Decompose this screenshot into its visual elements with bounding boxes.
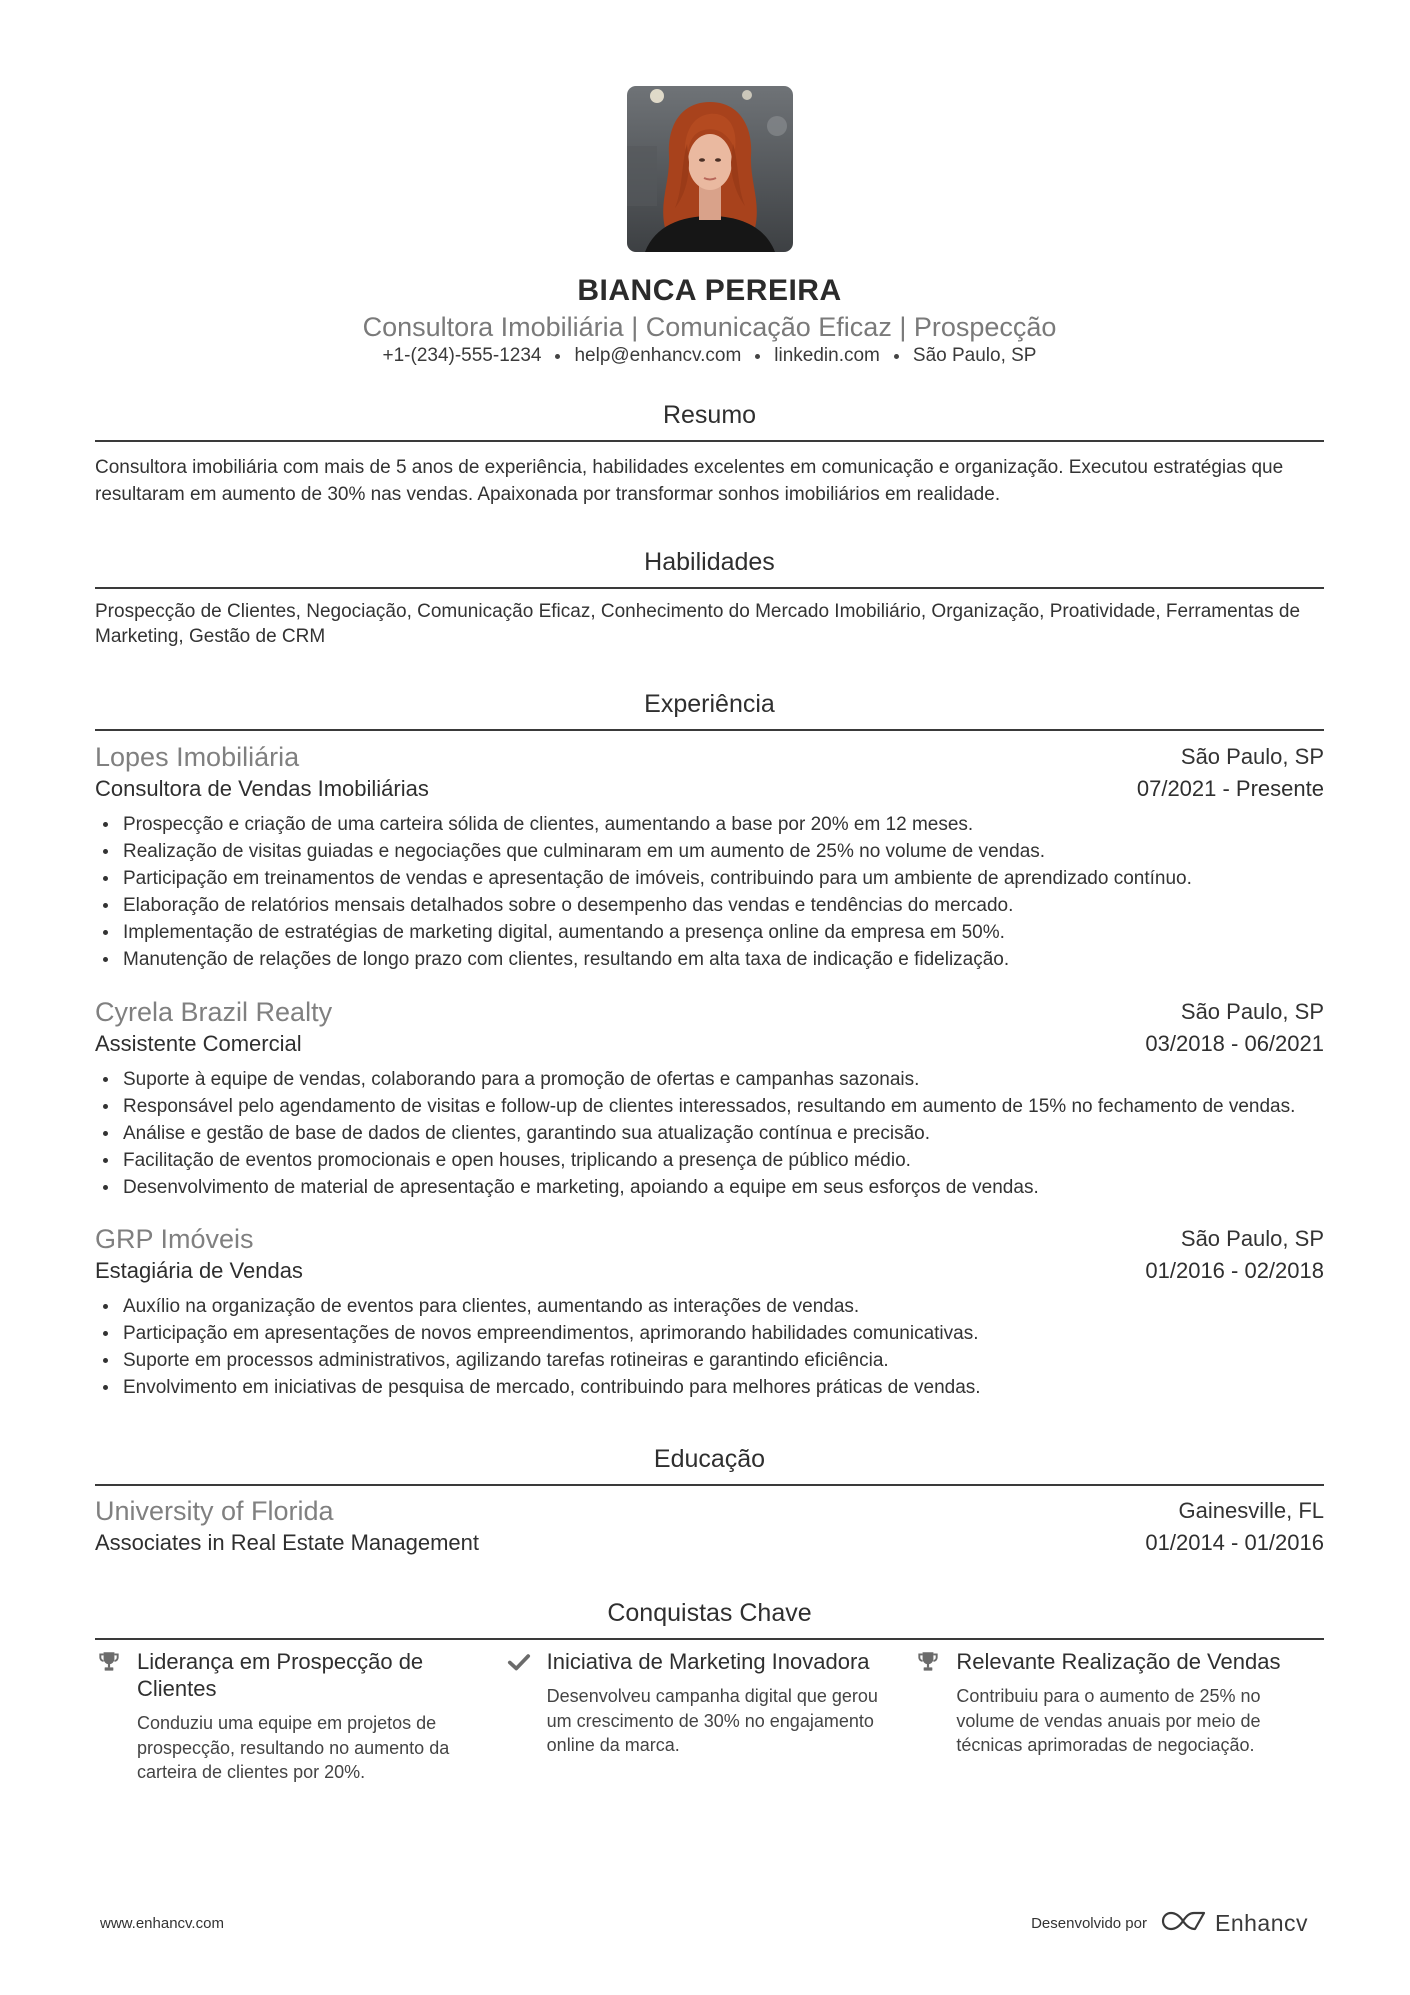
job-entry <box>95 995 1324 1201</box>
job-bullet: Suporte à equipe de vendas, colaborando para a promoção de ofertas e campanhas sazonais. <box>123 1066 1324 1093</box>
job-bullet: Manutenção de relações de longo prazo com clientes, resultando em alta taxa de indicação e fidelização. <box>123 946 1324 973</box>
job-bullet: Realização de visitas guiadas e negociações que culminaram em um aumento de 25% no volume de vendas. <box>123 838 1324 865</box>
job-bullet: Elaboração de relatórios mensais detalhados sobre o desempenho das vendas e tendências do mercado. <box>123 892 1324 919</box>
job-bullet: Participação em treinamentos de vendas e apresentação de imóveis, contribuindo para um ambiente de aprendizado contínuo. <box>123 865 1324 892</box>
job-bullets <box>95 1066 1324 1201</box>
education-degree: Associates in Real Estate Management <box>95 1530 479 1555</box>
achievement-text <box>547 1648 892 1785</box>
achievement-text <box>137 1648 482 1785</box>
job-bullet: Suporte em processos administrativos, agilizando tarefas rotineiras e garantindo eficiência. <box>123 1347 1324 1374</box>
job-location: São Paulo, SP <box>1180 999 1324 1024</box>
job-bullet: Auxílio na organização de eventos para clientes, aumentando as interações de vendas. <box>123 1293 1324 1320</box>
job-role: Estagiária de Vendas <box>95 1258 303 1283</box>
job-entry <box>95 740 1324 973</box>
brand-name[interactable]: Enhancv <box>1214 1909 1308 1936</box>
education-school: University of Florida <box>95 1495 334 1526</box>
section-title-summary: Resumo <box>95 399 1324 442</box>
job-bullets <box>95 1293 1324 1401</box>
profile-photo <box>627 86 793 252</box>
education-subheader <box>95 1528 1324 1558</box>
job-bullet: Facilitação de eventos promocionais e open houses, triplicando a presença de público médio. <box>123 1147 1324 1174</box>
powered-by-label: Desenvolvido por <box>1031 1914 1147 1932</box>
job-bullet: Envolvimento em iniciativas de pesquisa de mercado, contribuindo para melhores práticas de vendas. <box>123 1374 1324 1401</box>
achievement-description: Contribuiu para o aumento de 25% no volume de vendas anuais por meio de técnicas aprimoradas de negociação. <box>956 1686 1261 1755</box>
job-company: Cyrela Brazil Realty <box>95 996 333 1027</box>
job-bullets <box>95 811 1324 973</box>
job-company: Lopes Imobiliária <box>95 741 300 772</box>
job-subheader <box>95 1256 1324 1286</box>
education-entry <box>95 1494 1324 1558</box>
section-title-education: Educação <box>95 1443 1324 1486</box>
section-title-experience: Experiência <box>95 688 1324 731</box>
achievement-description: Conduziu uma equipe em projetos de prospecção, resultando no aumento da carteira de clientes por 20%. <box>137 1713 450 1782</box>
job-bullet: Prospecção e criação de uma carteira sólida de clientes, aumentando a base por 20% em 12 meses. <box>123 811 1324 838</box>
achievement-title: Iniciativa de Marketing Inovadora <box>546 1649 870 1674</box>
trophy-icon <box>95 1648 123 1675</box>
trophy-icon <box>914 1648 942 1675</box>
achievement-text <box>956 1648 1301 1785</box>
achievement-title: Relevante Realização de Vendas <box>956 1649 1281 1674</box>
contact-separator <box>894 354 899 359</box>
job-header <box>95 740 1324 774</box>
achievement-description: Desenvolveu campanha digital que gerou um crescimento de 30% no engajamento online da marca. <box>546 1686 878 1755</box>
contact-separator <box>755 354 760 359</box>
section-title-achievements: Conquistas Chave <box>95 1597 1324 1640</box>
job-location: São Paulo, SP <box>1180 744 1324 769</box>
achievement-title: Liderança em Prospecção de Clientes <box>137 1649 424 1701</box>
job-bullet: Responsável pelo agendamento de visitas e follow-up de clientes interessados, resultando em aumento de 15% no fechamento de vendas. <box>123 1093 1324 1120</box>
contact-email[interactable]: help@enhancv.com <box>574 345 742 366</box>
job-dates: 07/2021 - Presente <box>1136 776 1324 801</box>
job-role: Consultora de Vendas Imobiliárias <box>95 776 429 801</box>
job-dates: 01/2016 - 02/2018 <box>1145 1258 1324 1283</box>
job-entry <box>95 1222 1324 1401</box>
education-header <box>95 1494 1324 1528</box>
summary-text: Consultora imobiliária com mais de 5 anos de experiência, habilidades excelentes em comunicação e organização. Executou estratégias que resultaram em aumento de 30% nas vendas. Apaixonada por transformar sonhos imobiliários em realidade. <box>95 457 1284 505</box>
job-bullet: Análise e gestão de base de dados de clientes, garantindo sua atualização contínua e precisão. <box>123 1120 1324 1147</box>
footer-branding <box>1031 1908 1308 1938</box>
job-bullet: Implementação de estratégias de marketing digital, aumentando a presença online da empresa em 50%. <box>123 919 1324 946</box>
candidate-name: BIANCA PEREIRA <box>577 274 842 307</box>
job-header <box>95 995 1324 1029</box>
contact-phone[interactable]: +1-(234)-555-1234 <box>382 345 542 366</box>
candidate-headline: Consultora Imobiliária | Comunicação Eficaz | Prospecção <box>362 312 1057 342</box>
job-header <box>95 1222 1324 1256</box>
skills-text: Prospecção de Clientes, Negociação, Comunicação Eficaz, Conhecimento do Mercado Imobiliário, Organização, Proatividade, Ferramentas de Marketing, Gestão de CRM <box>95 601 1301 647</box>
footer-website-link[interactable]: www.enhancv.com <box>100 1915 224 1932</box>
education-dates: 01/2014 - 01/2016 <box>1145 1530 1324 1555</box>
achievement-item <box>914 1648 1324 1785</box>
achievement-item <box>505 1648 915 1785</box>
enhancv-logo-icon[interactable] <box>1161 1909 1207 1938</box>
job-company: GRP Imóveis <box>95 1223 254 1254</box>
section-title-skills: Habilidades <box>95 546 1324 589</box>
contact-linkedin[interactable]: linkedin.com <box>774 345 880 366</box>
contact-line <box>95 344 1324 368</box>
resume-content <box>0 86 1410 1785</box>
job-location: São Paulo, SP <box>1180 1226 1324 1251</box>
contact-separator <box>555 354 560 359</box>
education-location: Gainesville, FL <box>1178 1498 1324 1523</box>
job-subheader <box>95 1029 1324 1059</box>
contact-location: São Paulo, SP <box>912 345 1037 366</box>
job-bullet: Participação em apresentações de novos empreendimentos, aprimorando habilidades comunicativas. <box>123 1320 1324 1347</box>
job-subheader <box>95 774 1324 804</box>
job-dates: 03/2018 - 06/2021 <box>1145 1031 1324 1056</box>
check-icon <box>505 1648 533 1675</box>
job-role: Assistente Comercial <box>95 1031 302 1056</box>
job-bullet: Desenvolvimento de material de apresentação e marketing, apoiando a equipe em seus esforços de vendas. <box>123 1174 1324 1201</box>
achievement-item <box>95 1648 505 1785</box>
achievements-list <box>95 1648 1324 1785</box>
